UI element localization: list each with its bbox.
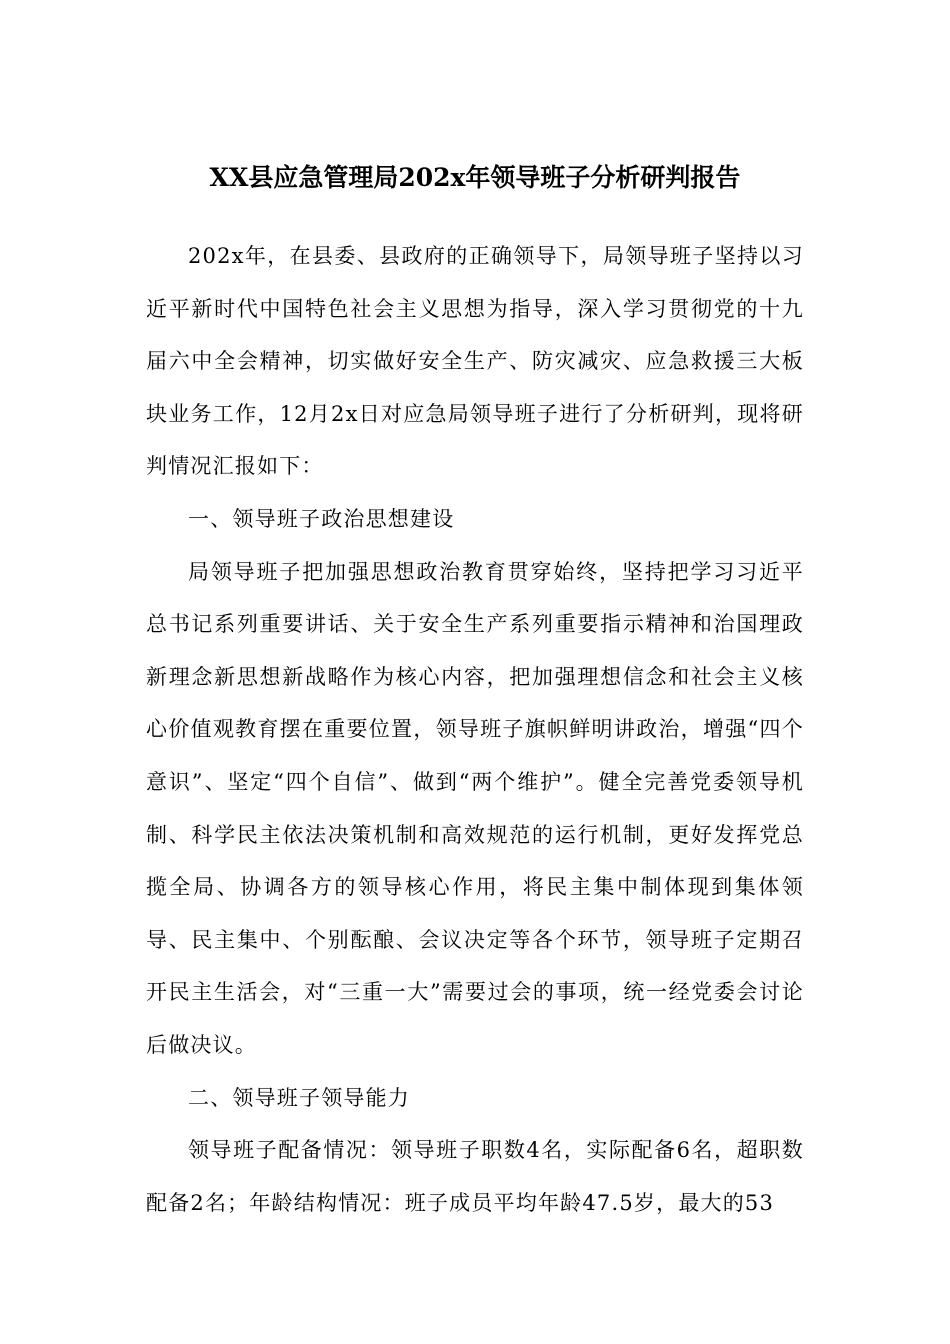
intro-paragraph: 202x年，在县委、县政府的正确领导下，局领导班子坚持以习近平新时代中国特色社会主义思想为指导，深入学习贯彻党的十九届六中全会精神，切实做好安全生产、防灾减灾、应急救援三大板块业务工作，12月2x日对应急局领导班子进行了分析研判，现将研判情况汇报如下： bbox=[146, 244, 804, 479]
section-heading-political: 一、领导班子政治思想建设 bbox=[188, 506, 455, 531]
leadership-paragraph: 领导班子配备情况：领导班子职数4名，实际配备6名，超职数配备2名；年龄结构情况：班子成员平均年龄47.5岁，最大的53 bbox=[146, 1138, 804, 1215]
document-body bbox=[146, 230, 804, 1229]
political-paragraph: 局领导班子把加强思想政治教育贯穿始终，坚持把学习习近平总书记系列重要讲话、关于安全生产系列重要指示精神和治国理政新理念新思想新战略作为核心内容，把加强理想信念和社会主义核心价值观教育摆在重要位置，领导班子旗帜鲜明讲政治，增强“四个意识”、坚定“四个自信”、做到“两个维护”。健全完善党委领导机制、科学民主依法决策机制和高效规范的运行机制，更好发挥党总揽全局、协调各方的领导核心作用，将民主集中制体现到集体领导、民主集中、个别酝酿、会议决定等各个环节，领导班子定期召开民主生活会，对“三重一大”需要过会的事项，统一经党委会讨论后做决议。 bbox=[146, 559, 804, 1057]
section-heading-leadership: 二、领导班子领导能力 bbox=[188, 1085, 410, 1110]
document-title: XX县应急管理局202x年领导班子分析研判报告 bbox=[209, 163, 741, 192]
